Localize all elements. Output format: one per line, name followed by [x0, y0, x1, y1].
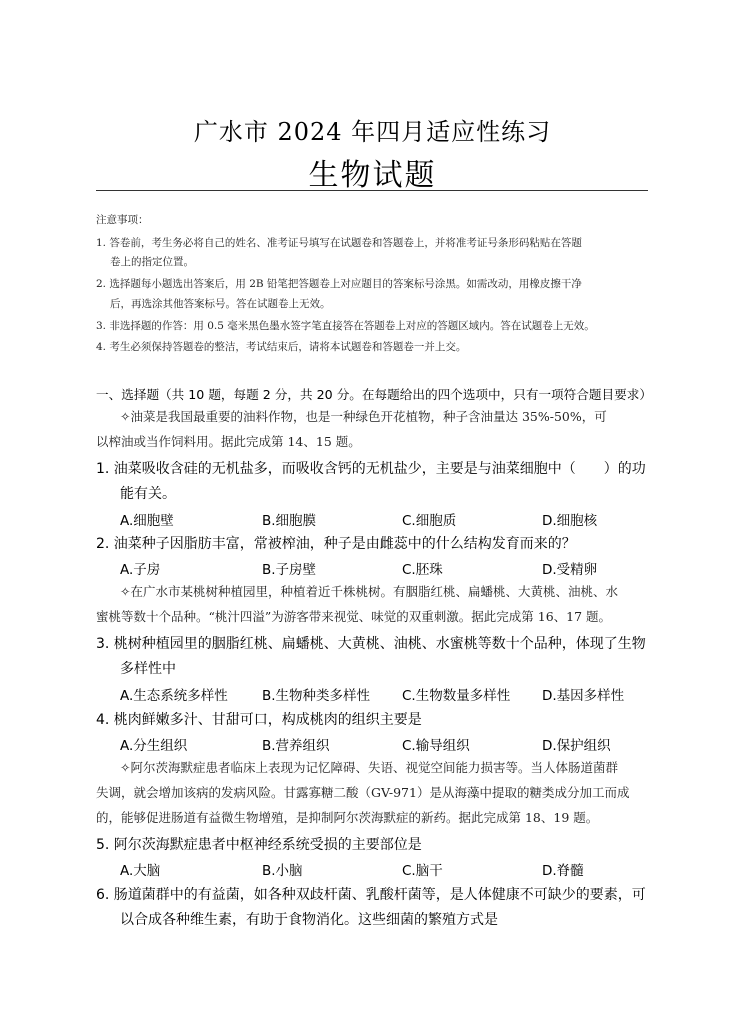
q3-option-c: C.生物数量多样性 — [402, 688, 511, 704]
q3-option-d: D.基因多样性 — [542, 688, 625, 704]
q1-option-c: C.细胞质 — [402, 513, 457, 529]
q1-option-a: A.细胞壁 — [120, 513, 174, 529]
question-5: 5. 阿尔茨海默症患者中枢神经系统受损的主要部位是 — [96, 837, 422, 853]
question-6-cont: 以合成各种维生素，有助于食物消化。这些细菌的繁殖方式是 — [120, 912, 498, 928]
exam-title: 广水市 2024 年四月适应性练习 — [193, 118, 552, 146]
question-2: 2. 油菜种子因脂肪丰富，常被榨油，种子是由雌蕊中的什么结构发育而来的？ — [96, 536, 576, 552]
passage-line: 失调，就会增加该病的发病风险。甘露寡糖二酸（GV-971）是从海藻中提取的糖类成分加工而成 — [96, 785, 630, 800]
notice-line: 卷上的指定位置。 — [110, 256, 194, 268]
q2-option-b: B.子房壁 — [262, 562, 317, 578]
notice-line: 3. 非选择题的作答：用 0.5 毫米黑色墨水签字笔直接答在答题卷上对应的答题区域内。答在试题卷上无效。 — [96, 320, 595, 332]
q1-option-d: D.细胞核 — [542, 513, 598, 529]
passage-line: ✧油菜是我国最重要的油料作物，也是一种绿色开花植物，种子含油量达 35%-50%，可 — [120, 409, 607, 424]
q4-option-b: B.营养组织 — [262, 738, 330, 754]
q2-option-c: C.胚珠 — [402, 562, 443, 578]
question-3-cont: 多样性中 — [120, 661, 176, 677]
question-6: 6. 肠道菌群中的有益菌，如各种双歧杆菌、乳酸杆菌等，是人体健康不可缺少的要素，可 — [96, 887, 646, 903]
passage-line: 的，能够促进肠道有益微生物增殖，是抑制阿尔茨海默症的新药。据此完成第 18、19 题。 — [96, 810, 599, 825]
q2-option-d: D.受精卵 — [542, 562, 598, 578]
q4-option-c: C.输导组织 — [402, 738, 470, 754]
q5-option-b: B.小脑 — [262, 863, 303, 879]
notice-heading: 注意事项： — [96, 214, 149, 226]
passage-line: ✧在广水市某桃树种植园里，种植着近千株桃树。有胭脂红桃、扁蟠桃、大黄桃、油桃、水 — [120, 584, 618, 599]
passage-line: 以榨油或当作饲料用。据此完成第 14、15 题。 — [96, 434, 361, 449]
q2-option-a: A.子房 — [120, 562, 161, 578]
q1-option-b: B.细胞膜 — [262, 513, 317, 529]
question-3: 3. 桃树种植园里的胭脂红桃、扁蟠桃、大黄桃、油桃、水蜜桃等数十个品种，体现了生物 — [96, 636, 646, 652]
q3-option-b: B.生物种类多样性 — [262, 688, 371, 704]
question-1-cont: 能有关。 — [120, 486, 176, 502]
section-heading: 一、选择题（共 10 题，每题 2 分，共 20 分。在每题给出的四个选项中，只有一项符合题目要求） — [96, 387, 652, 402]
q4-option-a: A.分生组织 — [120, 738, 188, 754]
question-1: 1. 油菜吸收含硅的无机盐多，而吸收含钙的无机盐少，主要是与油菜细胞中（ ）的功 — [96, 461, 646, 477]
passage-line: ✧阿尔茨海默症患者临床上表现为记忆障碍、失语、视觉空间能力损害等。当人体肠道菌群 — [120, 760, 618, 775]
q5-option-d: D.脊髓 — [542, 863, 584, 879]
question-4: 4. 桃肉鲜嫩多汁、甘甜可口，构成桃肉的组织主要是 — [96, 712, 422, 728]
notice-line: 4. 考生必须保持答题卷的整洁，考试结束后，请将本试题卷和答题卷一并上交。 — [96, 341, 467, 353]
q3-option-a: A.生态系统多样性 — [120, 688, 228, 704]
title-divider — [96, 190, 648, 191]
notice-line: 2. 选择题每小题选出答案后，用 2B 铅笔把答题卷上对应题目的答案标号涂黑。如需改动，用橡皮擦干净 — [96, 278, 582, 290]
q4-option-d: D.保护组织 — [542, 738, 611, 754]
subject-title: 生物试题 — [308, 158, 437, 193]
passage-line: 蜜桃等数十个品种。“桃汁四溢”为游客带来视觉、味觉的双重刺激。据此完成第 16、17 题。 — [96, 609, 612, 624]
notice-line: 1. 答卷前，考生务必将自己的姓名、准考证号填写在试题卷和答题卷上，并将准考证号条形码粘贴在答题 — [96, 237, 582, 249]
q5-option-a: A.大脑 — [120, 863, 161, 879]
notice-line: 后，再选涂其他答案标号。答在试题卷上无效。 — [110, 298, 331, 310]
q5-option-c: C.脑干 — [402, 863, 443, 879]
